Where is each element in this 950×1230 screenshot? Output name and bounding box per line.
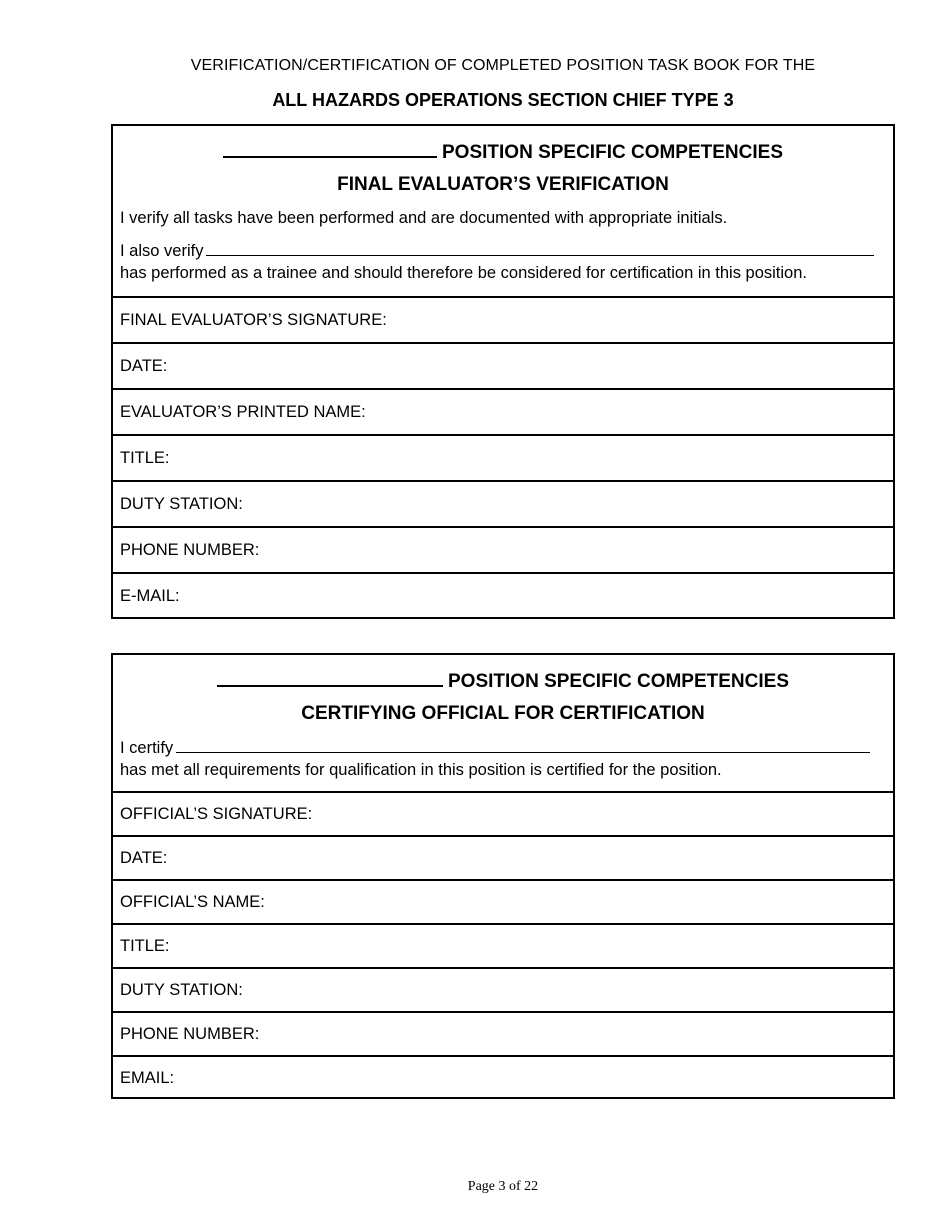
evaluator-box-header [113,126,893,298]
field-official-date[interactable]: DATE: [113,837,893,881]
field-official-duty-station[interactable]: DUTY STATION: [113,969,893,1013]
evaluator-title: POSITION SPECIFIC COMPETENCIES [113,138,893,164]
field-evaluator-title[interactable]: TITLE: [113,436,893,482]
evaluator-verification-box [111,124,895,619]
official-statement-2: has met all requirements for qualification in this position is certified for the position. [120,761,722,779]
field-evaluator-date[interactable]: DATE: [113,344,893,390]
evaluator-statement-2: I also verify [120,241,883,261]
field-evaluator-duty-station[interactable]: DUTY STATION: [113,482,893,528]
field-official-phone[interactable]: PHONE NUMBER: [113,1013,893,1057]
field-final-evaluator-signature[interactable]: FINAL EVALUATOR’S SIGNATURE: [113,298,893,344]
official-statement-1: I certify [120,738,883,758]
position-blank-line[interactable] [217,667,443,687]
position-blank-line[interactable] [223,138,437,158]
field-evaluator-printed-name[interactable]: EVALUATOR’S PRINTED NAME: [113,390,893,436]
form-header-title: ALL HAZARDS OPERATIONS SECTION CHIEF TYPE 3 [272,90,734,110]
field-official-title[interactable]: TITLE: [113,925,893,969]
official-certification-box [111,653,895,1099]
form-header-line1: VERIFICATION/CERTIFICATION OF COMPLETED POSITION TASK BOOK FOR THE [190,57,816,74]
evaluator-statement-1: I verify all tasks have been performed and are documented with appropriate initials. [120,209,728,227]
official-title: POSITION SPECIFIC COMPETENCIES [113,667,893,693]
official-box-header [113,655,893,793]
field-evaluator-phone[interactable]: PHONE NUMBER: [113,528,893,574]
page-number: Page 3 of 22 [467,1179,539,1194]
field-official-signature[interactable]: OFFICIAL’S SIGNATURE: [113,793,893,837]
field-official-email[interactable]: EMAIL: [120,1068,175,1087]
official-subtitle: CERTIFYING OFFICIAL FOR CERTIFICATION [301,703,705,724]
evaluator-subtitle: FINAL EVALUATOR’S VERIFICATION [337,174,669,195]
evaluator-statement-3: has performed as a trainee and should therefore be considered for certification in this position. [120,264,807,282]
trainee-name-blank[interactable] [206,241,874,256]
certified-name-blank[interactable] [176,738,870,753]
field-evaluator-email[interactable]: E-MAIL: [120,587,180,605]
field-official-name[interactable]: OFFICIAL’S NAME: [113,881,893,925]
